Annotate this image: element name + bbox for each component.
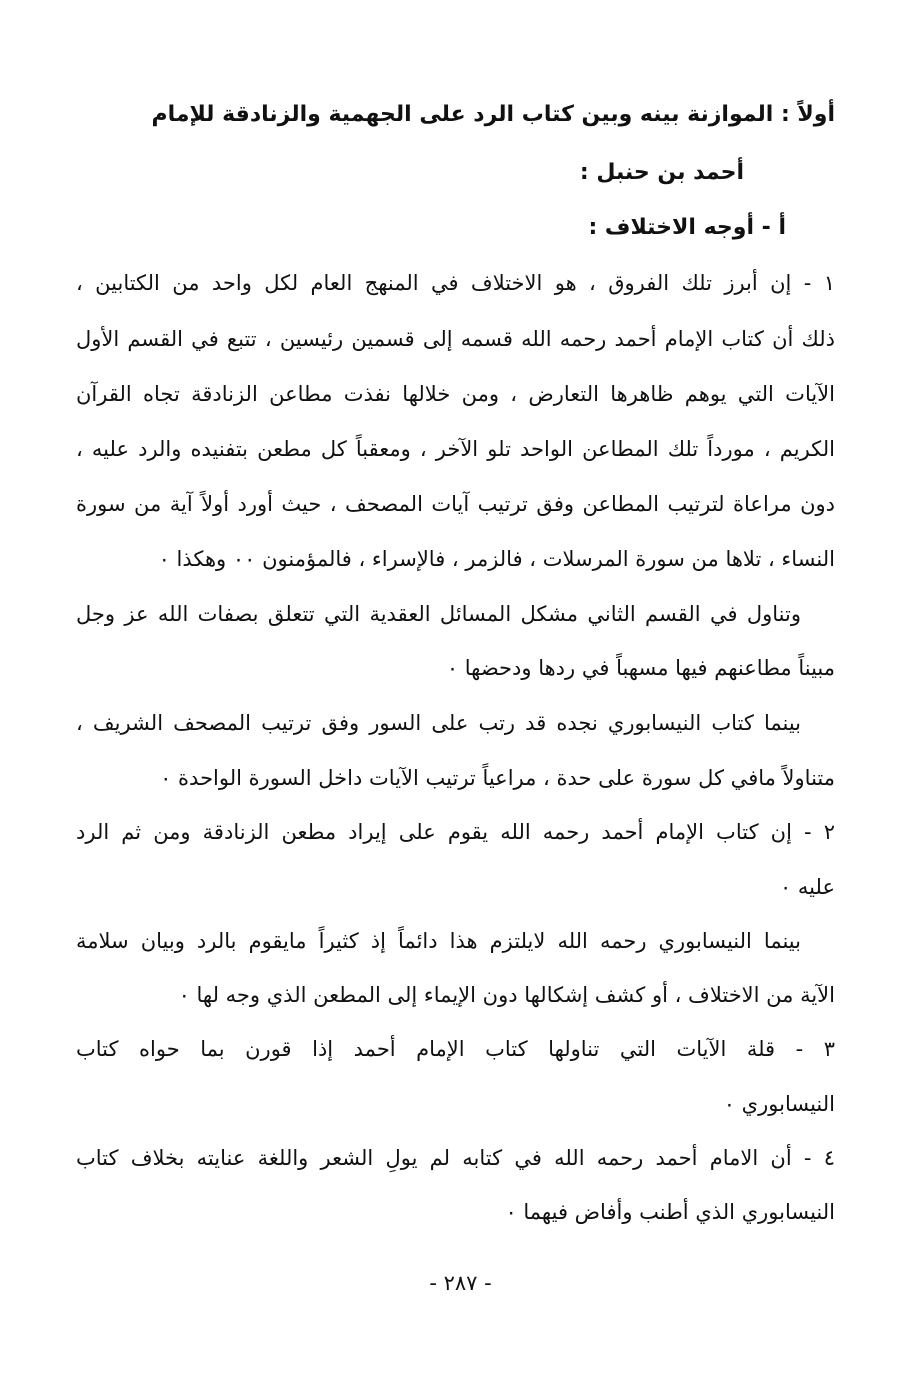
paragraph-line: ٣ - قلة الآيات التي تناولها كتاب الإمام أحمد إذا قورن بما حواه كتاب: [76, 1037, 835, 1061]
paragraph-line: ٢ - إن كتاب الإمام أحمد رحمه الله يقوم على إيراد مطعن الزنادقة ومن ثم الرد: [76, 820, 835, 844]
paragraph-line: عليه ٠: [779, 875, 835, 899]
paragraph-line: الكريم ، مورداً تلك المطاعن الواحد تلو الآخر ، ومعقباً كل مطعن بتفنيده والرد عليه ،: [76, 437, 835, 461]
paragraph-line: بينما كتاب النيسابوري نجده قد رتب على السور وفق ترتيب المصحف الشريف ،: [76, 711, 801, 735]
paragraph-line: ١ - إن أبرز تلك الفروق ، هو الاختلاف في المنهج العام لكل واحد من الكتابين ،: [76, 271, 835, 295]
paragraph-line: وتناول في القسم الثاني مشكل المسائل العقدية التي تتعلق بصفات الله عز وجل: [76, 602, 801, 626]
paragraph-line: ٤ - أن الامام أحمد رحمه الله في كتابه لم يولِ الشعر واللغة عنايته بخلاف كتاب: [76, 1146, 835, 1170]
paragraph-line: ذلك أن كتاب الإمام أحمد رحمه الله قسمه إلى قسمين رئيسين ، تتبع في القسم الأول: [76, 327, 835, 351]
paragraph-line: بينما النيسابوري رحمه الله لايلتزم هذا دائماً إذ كثيراً مايقوم بالرد وبيان سلامة: [76, 929, 801, 953]
section-heading: أ - أوجه الاختلاف :: [588, 215, 786, 240]
paragraph-line: النيسابوري ٠: [723, 1092, 835, 1116]
paragraph-line: دون مراعاة لترتيب المطاعن وفق ترتيب آيات المصحف ، حيث أورد أولاً آية من سورة: [76, 492, 835, 516]
paragraph-line: متناولاً مافي كل سورة على حدة ، مراعياً ترتيب الآيات داخل السورة الواحدة ٠: [160, 766, 835, 790]
paragraph-line: النساء ، تلاها من سورة المرسلات ، فالزمر ، فالإسراء ، فالمؤمنون ٠٠ وهكذا ٠: [158, 547, 835, 571]
heading-line-2: أحمد بن حنبل :: [579, 160, 744, 185]
paragraph-line: الآيات التي يوهم ظاهرها التعارض ، ومن خلالها نفذت مطاعن الزنادقة تجاه القرآن: [76, 382, 835, 406]
page-number: - ٢٨٧ -: [429, 1271, 492, 1295]
paragraph-line: النيسابوري الذي أطنب وأفاض فيهما ٠: [505, 1200, 835, 1224]
paragraph-line: الآية من الاختلاف ، أو كشف إشكالها دون الإيماء إلى المطعن الذي وجه لها ٠: [178, 983, 835, 1007]
paragraph-line: مبيناً مطاعنهم فيها مسهباً في ردها ودحضها ٠: [446, 656, 835, 680]
heading-line-1: أولاً : الموازنة بينه وبين كتاب الرد على الجهمية والزنادقة للإمام: [151, 102, 835, 127]
